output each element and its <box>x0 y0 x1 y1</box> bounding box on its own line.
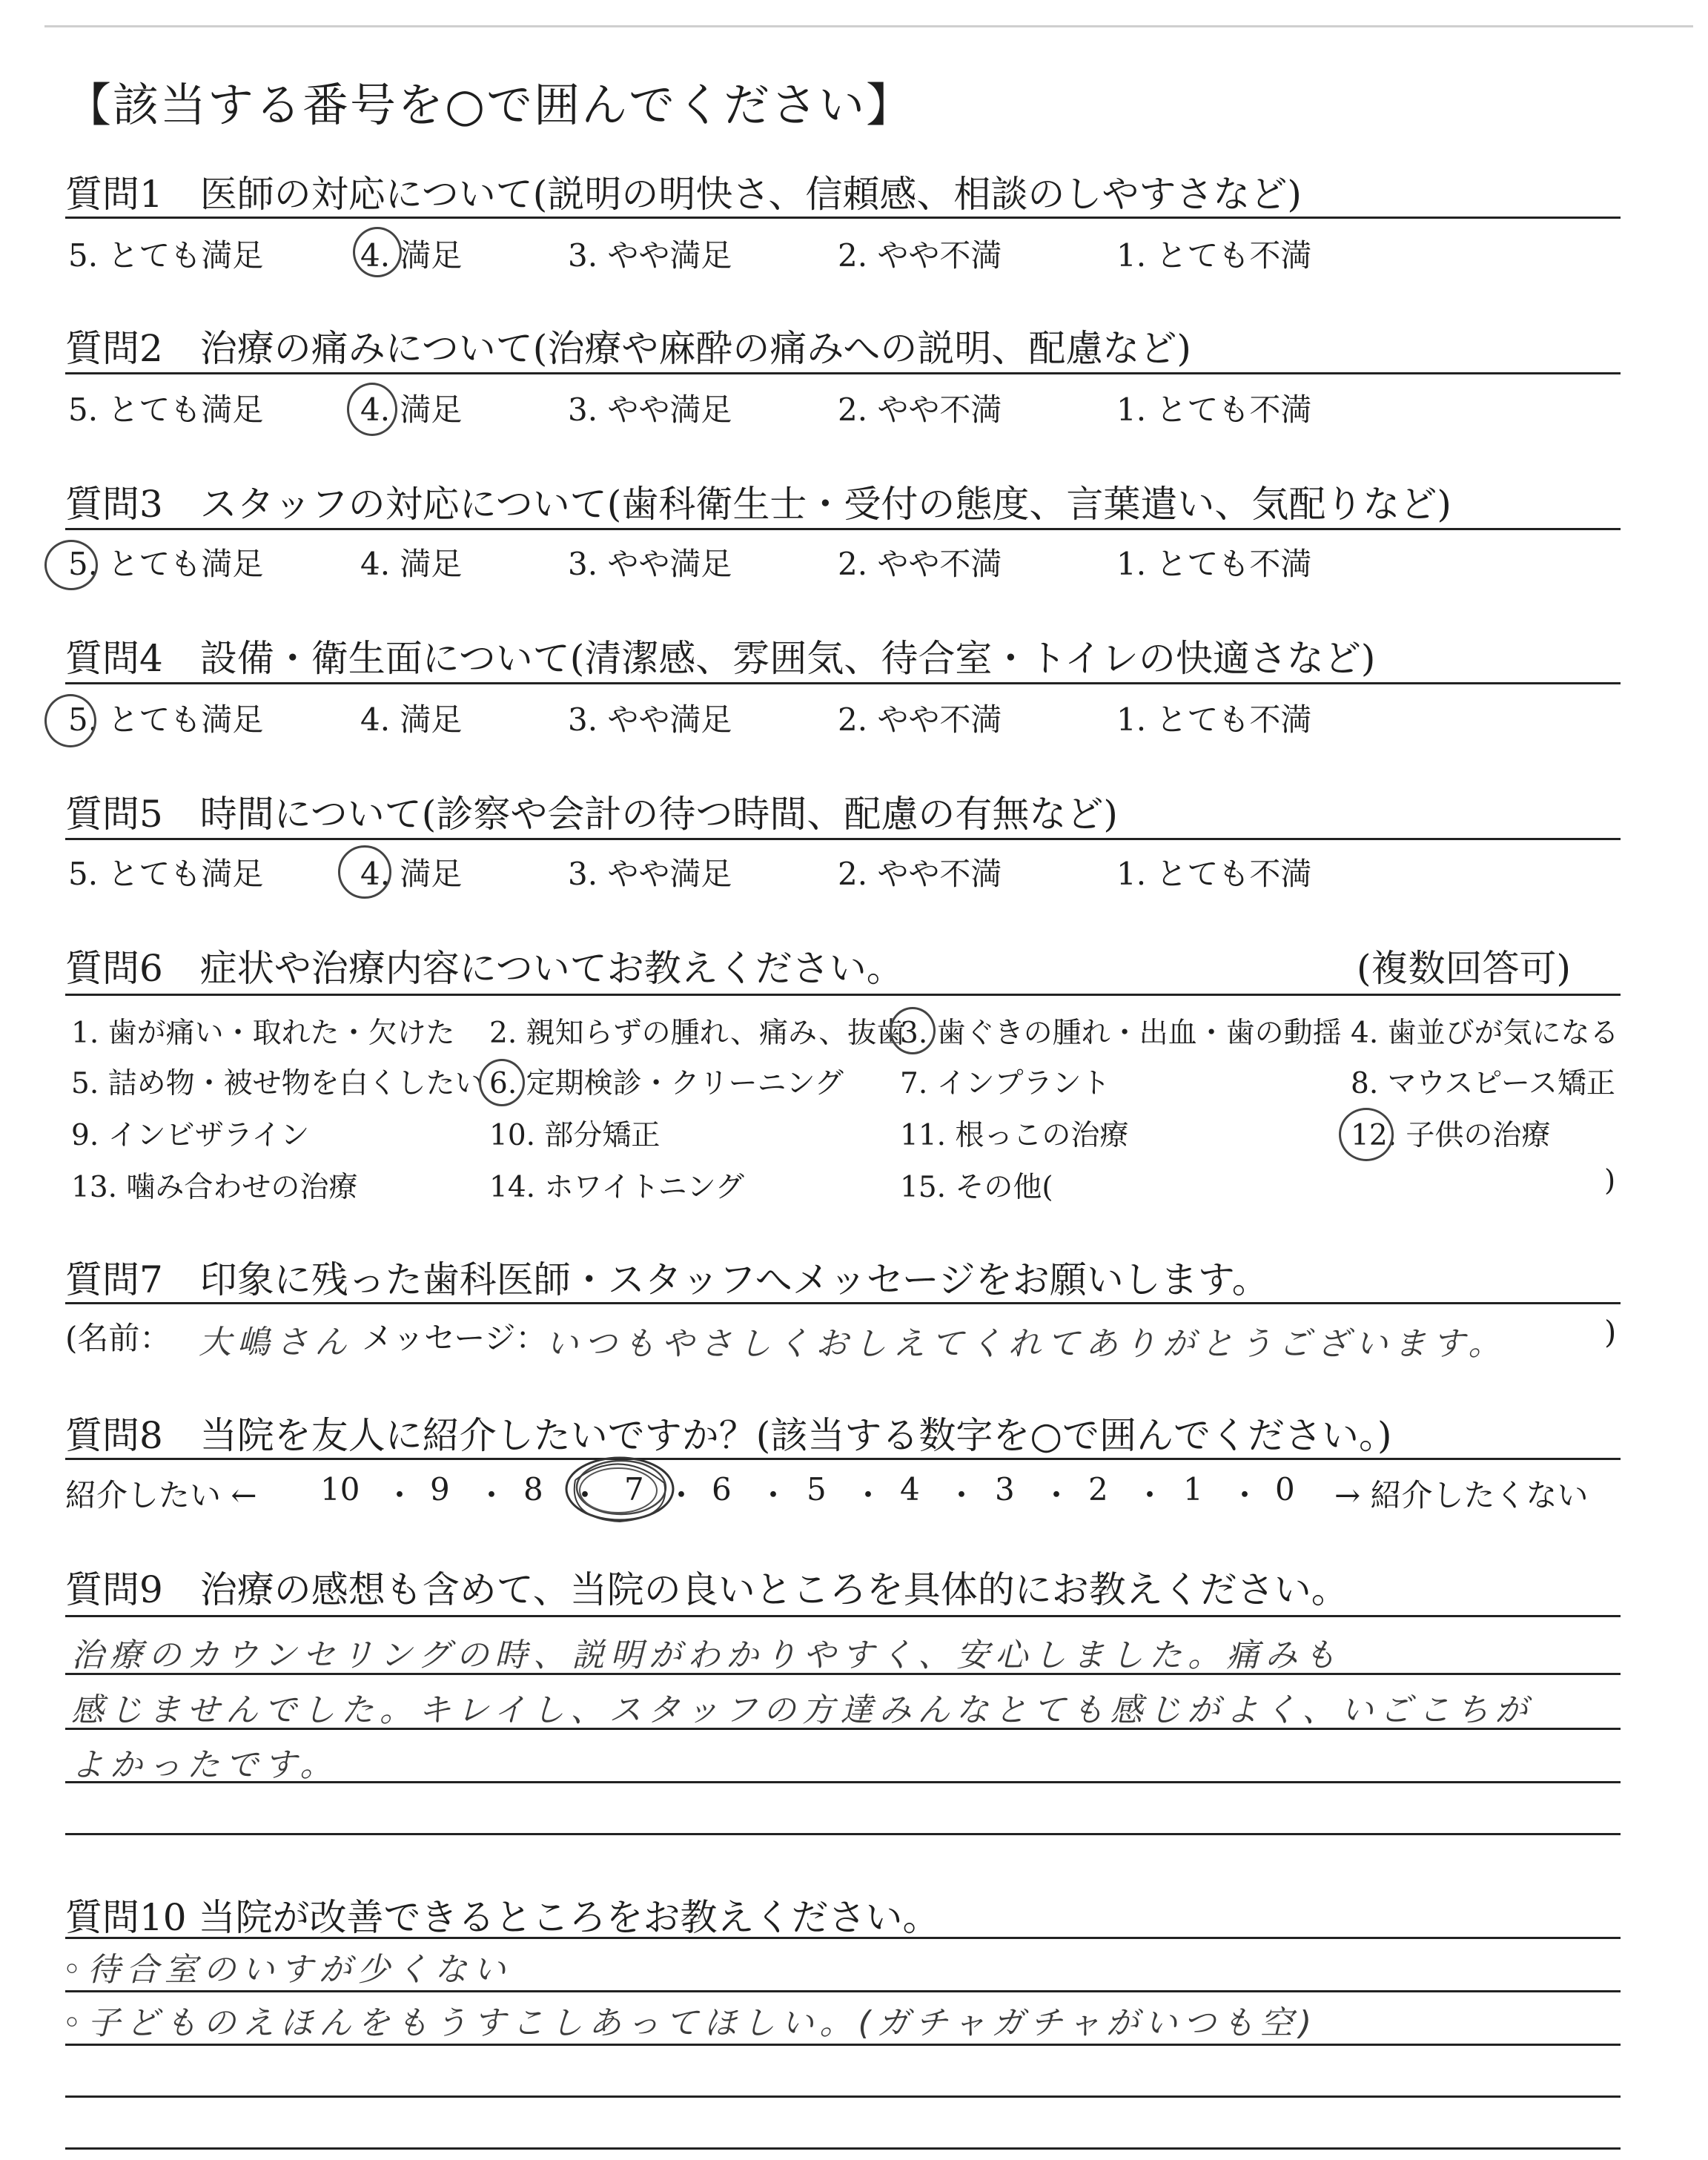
question-6-rule <box>65 994 1621 996</box>
q3-option-1[interactable]: 1. とても不満 <box>1116 546 1312 582</box>
q10-answer-line-1[interactable]: ◦待合室のいすが少くない <box>62 1951 512 1989</box>
q8-number-2[interactable]: 2 <box>1088 1471 1108 1507</box>
q2-option-5[interactable]: 5. とても満足 <box>68 392 264 428</box>
q6-option-7[interactable]: 7. インプラント <box>900 1067 1110 1100</box>
q8-number-9[interactable]: 9 <box>430 1471 450 1507</box>
question-6-note: (複数回答可) <box>1357 947 1572 990</box>
question-2-rule <box>65 372 1621 374</box>
q8-dot-3: ・ <box>569 1477 601 1513</box>
question-6-title: 質問6 症状や治療内容についてお教えください。 <box>65 947 904 990</box>
question-1-rule <box>65 217 1621 219</box>
q8-dot-4: ・ <box>666 1477 698 1513</box>
q3-option-2[interactable]: 2. やや不満 <box>838 546 1002 582</box>
q6-answer-circle-6 <box>479 1059 525 1106</box>
q8-number-0[interactable]: 0 <box>1275 1471 1295 1507</box>
q4-answer-circle <box>44 694 96 747</box>
q6-option-11[interactable]: 11. 根っこの治療 <box>900 1119 1129 1152</box>
q1-option-1[interactable]: 1. とても不満 <box>1116 237 1312 274</box>
q8-scribble-circle-icon <box>560 1450 679 1527</box>
top-border <box>44 25 1693 27</box>
q2-option-2[interactable]: 2. やや不満 <box>838 392 1002 428</box>
q10-answer-rule-1 <box>65 1990 1621 1992</box>
q5-option-4[interactable]: 4. 満足 <box>360 856 463 892</box>
q9-answer-rule-2 <box>65 1728 1621 1730</box>
q8-dot-7: ・ <box>946 1477 978 1513</box>
q6-option-12[interactable]: 12. 子供の治療 <box>1351 1119 1551 1152</box>
q8-dot-8: ・ <box>1041 1477 1073 1513</box>
q8-dot-1: ・ <box>384 1477 416 1513</box>
question-9-rule <box>65 1615 1621 1617</box>
q5-option-5[interactable]: 5. とても満足 <box>68 856 264 892</box>
q8-left-label: 紹介したい ← <box>65 1477 257 1513</box>
q10-answer-rule-4 <box>65 2147 1621 2150</box>
q4-option-4[interactable]: 4. 満足 <box>360 701 463 738</box>
q7-message-value[interactable]: いつもやさしくおしえてくれてありがとうございます。 <box>546 1325 1507 1363</box>
q9-answer-line-3[interactable]: よかったです。 <box>71 1746 339 1784</box>
q8-dot-6: ・ <box>853 1477 884 1513</box>
q8-dot-5: ・ <box>758 1477 790 1513</box>
q9-answer-line-2[interactable]: 感じませんでした。キレイし、スタッフの方達みんなとても感じがよく、いごこちが <box>71 1691 1534 1729</box>
q8-dot-10: ・ <box>1229 1477 1261 1513</box>
question-7-title: 質問7 印象に残った歯科医師・スタッフへメッセージをお願いします。 <box>65 1258 1269 1301</box>
q7-message-label: メッセージ： <box>362 1320 547 1356</box>
q2-option-1[interactable]: 1. とても不満 <box>1116 392 1312 428</box>
q6-option-5[interactable]: 5. 詰め物・被せ物を白くしたい <box>71 1067 484 1100</box>
q3-option-3[interactable]: 3. やや満足 <box>568 546 732 582</box>
q3-option-4[interactable]: 4. 満足 <box>360 546 463 582</box>
q5-option-2[interactable]: 2. やや不満 <box>838 856 1002 892</box>
q6-option-3[interactable]: 3. 歯ぐきの腫れ・出血・歯の動揺 <box>900 1017 1342 1050</box>
q10-answer-rule-3 <box>65 2095 1621 2098</box>
question-5-title: 質問5 時間について(診察や会計の待つ時間、配慮の有無など) <box>65 793 1118 836</box>
q4-option-1[interactable]: 1. とても不満 <box>1116 701 1312 738</box>
q2-answer-circle <box>347 383 397 436</box>
question-9-title: 質問9 治療の感想も含めて、当院の良いところを具体的にお教えください。 <box>65 1568 1348 1611</box>
q6-option-15[interactable]: 15. その他( <box>900 1171 1053 1204</box>
q7-close: ) <box>1604 1314 1617 1350</box>
q6-option-4[interactable]: 4. 歯並びが気になる <box>1351 1017 1619 1050</box>
q6-option-1[interactable]: 1. 歯が痛い・取れた・欠けた <box>71 1017 455 1050</box>
q8-number-5[interactable]: 5 <box>807 1471 827 1507</box>
q6-answer-circle-3 <box>890 1007 936 1054</box>
q8-number-1[interactable]: 1 <box>1183 1471 1203 1507</box>
q10-answer-rule-2 <box>65 2044 1621 2046</box>
question-2-title: 質問2 治療の痛みについて(治療や麻酔の痛みへの説明、配慮など) <box>65 327 1191 370</box>
q8-number-6[interactable]: 6 <box>712 1471 732 1507</box>
q6-option-13[interactable]: 13. 噛み合わせの治療 <box>71 1171 358 1204</box>
question-10-rule <box>65 1937 1621 1939</box>
q5-answer-circle <box>338 845 391 899</box>
q1-option-5[interactable]: 5. とても満足 <box>68 237 264 274</box>
question-8-title: 質問8 当院を友人に紹介したいですか？(該当する数字を○で囲んでください。) <box>65 1414 1392 1457</box>
question-3-title: 質問3 スタッフの対応について(歯科衛生士・受付の態度、言葉遣い、気配りなど) <box>65 483 1452 526</box>
question-8-rule <box>65 1458 1621 1460</box>
q9-answer-rule-4 <box>65 1833 1621 1835</box>
question-10-title: 質問10 当院が改善できるところをお教えください。 <box>65 1896 940 1939</box>
q6-option-14[interactable]: 14. ホワイトニング <box>489 1171 744 1204</box>
q8-number-7[interactable]: 7 <box>624 1471 644 1507</box>
question-5-rule <box>65 838 1621 840</box>
q7-name-label: (名前： <box>65 1320 171 1356</box>
question-4-rule <box>65 682 1621 684</box>
q8-number-4[interactable]: 4 <box>900 1471 920 1507</box>
q9-answer-rule-3 <box>65 1781 1621 1783</box>
q6-option-8[interactable]: 8. マウスピース矯正 <box>1351 1067 1615 1100</box>
q1-answer-circle <box>353 227 402 277</box>
question-1-title: 質問1 医師の対応について(説明の明快さ、信頼感、相談のしやすさなど) <box>65 173 1302 216</box>
question-4-title: 質問4 設備・衛生面について(清潔感、雰囲気、待合室・トイレの快適さなど) <box>65 637 1376 680</box>
question-3-rule <box>65 528 1621 530</box>
q3-answer-circle <box>44 540 98 590</box>
q8-right-label: → 紹介したくない <box>1334 1477 1589 1513</box>
q4-option-2[interactable]: 2. やや不満 <box>838 701 1002 738</box>
q4-option-5[interactable]: 5. とても満足 <box>68 701 264 738</box>
q8-number-3[interactable]: 3 <box>995 1471 1015 1507</box>
q6-option-10[interactable]: 10. 部分矯正 <box>489 1119 661 1152</box>
q7-name-value[interactable]: 大嶋さん <box>199 1324 353 1361</box>
question-7-rule <box>65 1302 1621 1304</box>
q4-option-3[interactable]: 3. やや満足 <box>568 701 732 738</box>
form-header: 【該当する番号を○で囲んでください】 <box>65 78 914 132</box>
q6-option-9[interactable]: 9. インビザライン <box>71 1119 310 1152</box>
q8-dot-2: ・ <box>476 1477 508 1513</box>
q10-answer-line-2[interactable]: ◦子どものえほんをもうすこしあってほしい。(ガチャガチャがいつも空) <box>62 2004 1318 2042</box>
q1-option-4[interactable]: 4. 満足 <box>360 237 463 274</box>
q5-option-1[interactable]: 1. とても不満 <box>1116 856 1312 892</box>
q2-option-3[interactable]: 3. やや満足 <box>568 392 732 428</box>
q9-answer-rule-1 <box>65 1673 1621 1675</box>
q6-option-6[interactable]: 6. 定期検診・クリーニング <box>489 1067 844 1100</box>
q6-option-2[interactable]: 2. 親知らずの腫れ、痛み、抜歯 <box>489 1017 906 1050</box>
q6-answer-circle-12 <box>1339 1108 1394 1161</box>
q8-number-8[interactable]: 8 <box>523 1471 543 1507</box>
q6-option-15-close: ) <box>1604 1164 1616 1198</box>
q5-option-3[interactable]: 3. やや満足 <box>568 856 732 892</box>
q1-option-3[interactable]: 3. やや満足 <box>568 237 732 274</box>
q9-answer-line-1[interactable]: 治療のカウンセリングの時、説明がわかりやすく、安心しました。痛みも <box>71 1636 1343 1674</box>
q3-option-5[interactable]: 5. とても満足 <box>68 546 264 582</box>
q8-dot-9: ・ <box>1134 1477 1166 1513</box>
q8-number-10[interactable]: 10 <box>320 1471 360 1507</box>
q2-option-4[interactable]: 4. 満足 <box>360 392 463 428</box>
q1-option-2[interactable]: 2. やや不満 <box>838 237 1002 274</box>
